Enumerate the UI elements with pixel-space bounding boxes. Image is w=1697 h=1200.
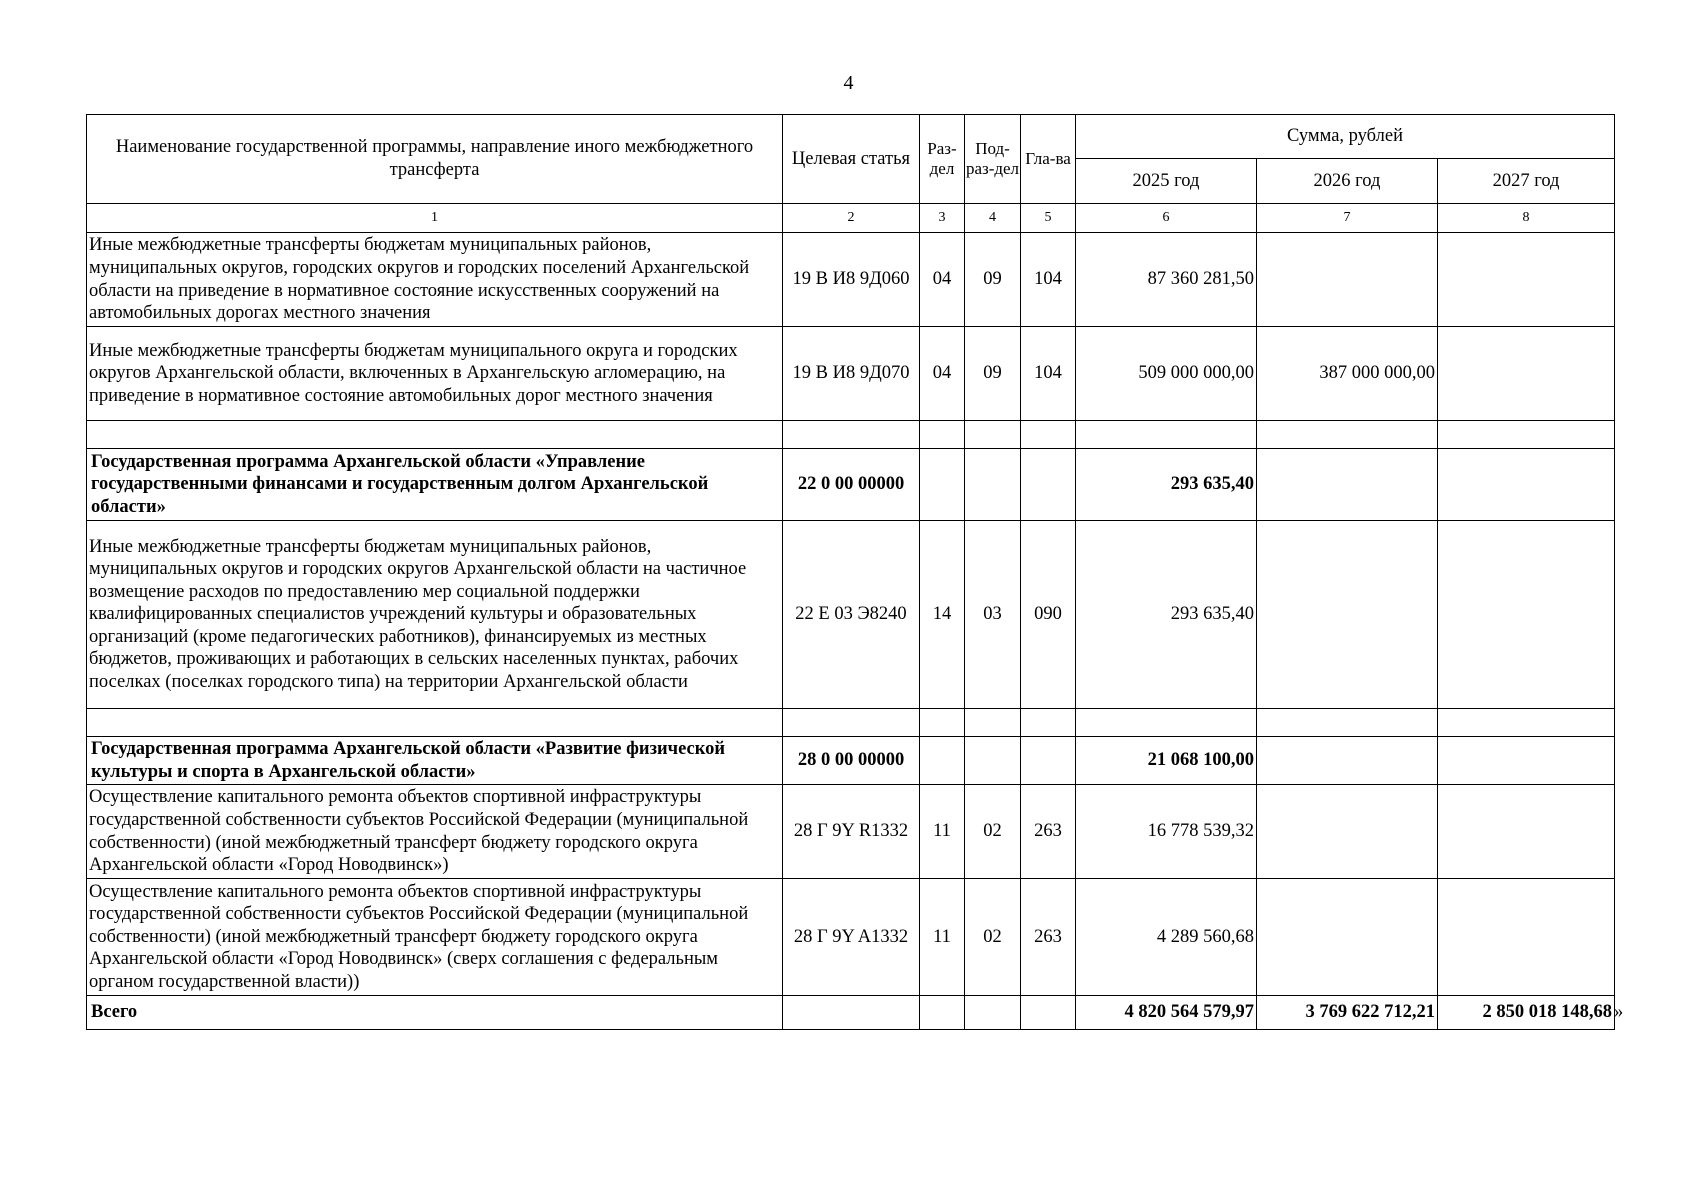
row-sum-2026 [1257,521,1438,709]
program-sum-2027 [1438,737,1615,785]
blank-cell [1257,709,1438,737]
row-name: Осуществление капитального ремонта объектов спортивной инфраструктуры государственной собственности субъектов Российской Федерации (муниципальной собственности) (иной межбюджетный трансферт бюджету городского округа Архангельской области «Город Новодвинск» (сверх соглашения с федеральным органом государственной власти)) [87,879,783,996]
column-number: 3 [920,204,965,233]
row-chapter: 104 [1021,327,1076,421]
program-row [87,449,1615,521]
total-empty-cell [965,996,1021,1030]
row-subsection: 02 [965,879,1021,996]
row-sum-2026 [1257,233,1438,327]
blank-cell [783,421,920,449]
row-section: 04 [920,233,965,327]
blank-row [87,421,1615,449]
row-code: 28 Г 9Y R1332 [783,785,920,879]
header-year-2025: 2025 год [1076,159,1257,204]
program-sum-2025: 293 635,40 [1076,449,1257,521]
blank-row [87,709,1615,737]
header-chapter: Гла-ва [1021,115,1076,204]
closing-quote-mark: » [1614,1002,1624,1023]
header-name: Наименование государственной программы, направление иного межбюджетного трансферта [87,115,783,204]
row-sum-2027 [1438,327,1615,421]
row-chapter: 263 [1021,879,1076,996]
row-chapter: 263 [1021,785,1076,879]
row-section: 04 [920,327,965,421]
row-section: 14 [920,521,965,709]
row-name: Осуществление капитального ремонта объектов спортивной инфраструктуры государственной собственности субъектов Российской Федерации (муниципальной собственности) (иной межбюджетный трансферт бюджету городского округа Архангельской области «Город Новодвинск») [87,785,783,879]
row-sum-2025: 293 635,40 [1076,521,1257,709]
row-subsection: 09 [965,233,1021,327]
total-row [87,996,1615,1030]
blank-cell [1021,709,1076,737]
total-empty-cell [783,996,920,1030]
row-sum-2025: 4 289 560,68 [1076,879,1257,996]
row-chapter: 090 [1021,521,1076,709]
program-code: 22 0 00 00000 [783,449,920,521]
row-chapter [1021,449,1076,521]
blank-cell [1438,709,1615,737]
header-target-article: Целевая статья [783,115,920,204]
total-label: Всего [87,996,783,1030]
row-code: 19 В И8 9Д070 [783,327,920,421]
row-chapter: 104 [1021,233,1076,327]
row-code: 28 Г 9Y A1332 [783,879,920,996]
total-sum-2027-cell [1438,996,1624,1030]
header-year-2026: 2026 год [1257,159,1438,204]
header-year-2027: 2027 год [1438,159,1615,204]
row-section: 11 [920,879,965,996]
row-sum-2025: 16 778 539,32 [1076,785,1257,879]
row-subsection [965,449,1021,521]
row-sum-2025: 509 000 000,00 [1076,327,1257,421]
row-subsection [965,737,1021,785]
total-sum-2026: 3 769 622 712,21 [1257,996,1438,1030]
blank-cell [1257,421,1438,449]
blank-cell [965,709,1021,737]
program-sum-2027 [1438,449,1615,521]
table-row [87,327,1615,421]
blank-cell [920,709,965,737]
program-sum-2026 [1257,737,1438,785]
blank-cell [783,709,920,737]
row-sum-2025: 87 360 281,50 [1076,233,1257,327]
table-row [87,785,1615,879]
column-number: 6 [1076,204,1257,233]
row-sum-2027 [1438,233,1615,327]
row-code: 19 В И8 9Д060 [783,233,920,327]
column-number: 4 [965,204,1021,233]
row-chapter [1021,737,1076,785]
column-number: 8 [1438,204,1615,233]
program-code: 28 0 00 00000 [783,737,920,785]
table-row [87,521,1615,709]
blank-cell [920,421,965,449]
column-numbers-row [87,204,1615,233]
blank-cell [965,421,1021,449]
column-number: 2 [783,204,920,233]
row-section: 11 [920,785,965,879]
total-sum-2027: 2 850 018 148,68 [1482,1002,1613,1023]
blank-cell [1076,709,1257,737]
total-empty-cell [1021,996,1076,1030]
table-row [87,879,1615,996]
budget-table [86,114,1624,1030]
table-row [87,233,1615,327]
program-sum-2026 [1257,449,1438,521]
row-sum-2027 [1438,785,1615,879]
blank-cell [87,421,783,449]
program-name: Государственная программа Архангельской области «Управление государственными финансами и государственным долгом Архангельской области» [87,449,783,521]
row-subsection: 09 [965,327,1021,421]
blank-cell [1021,421,1076,449]
row-name: Иные межбюджетные трансферты бюджетам муниципальных районов, муниципальных округов, городских округов и городских поселений Архангельской области на приведение в нормативное состояние искусственных сооружений на автомобильных дорогах местного значения [87,233,783,327]
header-subsection: Под-раз-дел [965,115,1021,204]
total-empty-cell [920,996,965,1030]
page-number: 4 [843,72,854,94]
blank-cell [87,709,783,737]
header-sum-group: Сумма, рублей [1076,115,1615,159]
program-row [87,737,1615,785]
blank-cell [1438,421,1615,449]
row-sum-2026 [1257,785,1438,879]
row-name: Иные межбюджетные трансферты бюджетам муниципальных районов, муниципальных округов и городских округов Архангельской области на частичное возмещение расходов по предоставлению мер социальной поддержки квалифицированных специалистов учреждений культуры и образовательных организаций (кроме педагогических работников), финансируемых из местных бюджетов, проживающих и работающих в сельских населенных пунктах, рабочих поселках (поселках городского типа) на территории Архангельской области [87,521,783,709]
row-sum-2026: 387 000 000,00 [1257,327,1438,421]
row-sum-2027 [1438,879,1615,996]
program-sum-2025: 21 068 100,00 [1076,737,1257,785]
program-name: Государственная программа Архангельской области «Развитие физической культуры и спорта в Архангельской области» [87,737,783,785]
row-sum-2026 [1257,879,1438,996]
column-number: 1 [87,204,783,233]
row-subsection: 03 [965,521,1021,709]
blank-cell [1076,421,1257,449]
column-number: 7 [1257,204,1438,233]
column-number: 5 [1021,204,1076,233]
row-subsection: 02 [965,785,1021,879]
row-sum-2027 [1438,521,1615,709]
total-sum-2025: 4 820 564 579,97 [1076,996,1257,1030]
row-name: Иные межбюджетные трансферты бюджетам муниципального округа и городских округов Архангельской области, включенных в Архангельскую агломерацию, на приведение в нормативное состояние автомобильных дорог местного значения [87,327,783,421]
row-section [920,737,965,785]
header-section: Раз-дел [920,115,965,204]
row-section [920,449,965,521]
row-code: 22 Е 03 Э8240 [783,521,920,709]
